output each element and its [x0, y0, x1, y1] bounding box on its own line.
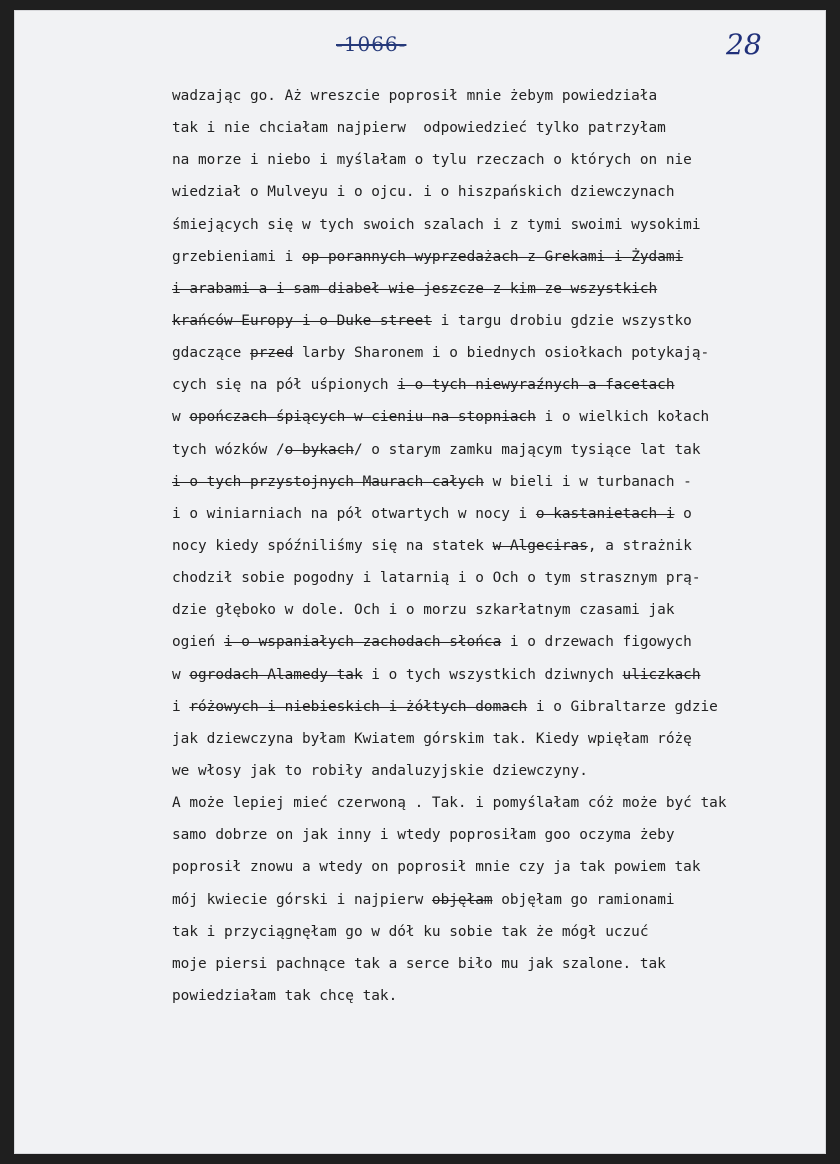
- text-segment: tych wózków /: [172, 441, 285, 458]
- text-line: [172, 819, 822, 851]
- text-segment: objęłam go ramionami: [492, 891, 675, 908]
- text-line: [172, 594, 822, 626]
- text-line: [172, 626, 822, 658]
- text-line: [172, 337, 822, 369]
- text-line: [172, 80, 822, 112]
- text-segment: i o winiarniach na pół otwartych w nocy i: [172, 505, 536, 522]
- text-line: [172, 401, 822, 433]
- top-page-mark: [336, 32, 406, 56]
- text-segment: chodził sobie pogodny i latarnią i o Och o tym strasznym prą-: [172, 570, 701, 587]
- text-segment: larby Sharonem i o biednych osiołkach potykają-: [293, 345, 710, 362]
- typewritten-page: [14, 10, 826, 1154]
- struck-through-text: opończach śpiących w cieniu na stopniach: [189, 409, 536, 426]
- text-line: [172, 562, 822, 594]
- text-segment: poprosił znowu a wtedy on poprosił mnie czy ja tak powiem tak: [172, 859, 701, 876]
- text-segment: w: [172, 666, 190, 683]
- text-line: [172, 498, 822, 530]
- text-line: [172, 209, 822, 241]
- text-segment: tak i nie chciałam najpierw odpowiedzieć tylko patrzyłam: [172, 120, 666, 137]
- text-segment: wadzając go. Aż wreszcie poprosił mnie żebym powiedziała: [172, 88, 658, 104]
- text-segment: dzie głęboko w dole. Och i o morzu szkarłatnym czasami jak: [172, 602, 675, 619]
- text-line: [172, 434, 822, 466]
- text-segment: mój kwiecie górski i najpierw: [172, 891, 432, 908]
- text-segment: i o tych wszystkich dziwnych: [362, 666, 623, 683]
- text-line: [172, 787, 822, 819]
- struck-through-text: objęłam: [431, 891, 493, 908]
- text-line: [172, 723, 822, 755]
- text-segment: śmiejących się w tych swoich szalach i z tymi swoimi wysokimi: [172, 216, 701, 233]
- text-segment: i o wielkich kołach: [535, 409, 710, 426]
- text-segment: powiedziałam tak chcę tak.: [172, 987, 398, 1004]
- text-segment: / o starym zamku mającym tysiące lat tak: [353, 441, 701, 458]
- text-segment: w: [172, 409, 190, 426]
- text-line: [172, 884, 822, 916]
- text-segment: ogień: [172, 634, 224, 651]
- struck-through-text: w Algeciras: [492, 537, 588, 554]
- text-line: [172, 691, 822, 723]
- struck-through-text: i o tych przystojnych Maurach całych: [172, 473, 484, 490]
- text-line: [172, 369, 822, 401]
- typescript-body: [172, 80, 822, 1012]
- text-segment: gdaczące: [172, 345, 250, 362]
- top-mark-text: -1066-: [336, 32, 407, 56]
- text-segment: jak dziewczyna byłam Kwiatem górskim tak. Kiedy wpięłam różę: [172, 730, 692, 747]
- text-line: [172, 112, 822, 144]
- struck-through-text: krańców Europy i o Duke street: [172, 312, 432, 329]
- text-line: [172, 851, 822, 883]
- text-line: [172, 948, 822, 980]
- struck-through-text: ogrodach Alamedy tak: [189, 666, 363, 683]
- text-segment: nocy kiedy spóźniliśmy się na statek: [172, 537, 493, 554]
- text-line: [172, 241, 822, 273]
- struck-through-text: op porannych wyprzedażach z Grekami i Żydami: [301, 248, 684, 265]
- text-line: [172, 466, 822, 498]
- struck-through-text: i o tych niewyraźnych a facetach: [397, 377, 675, 394]
- text-line: [172, 305, 822, 337]
- text-line: [172, 659, 822, 691]
- text-segment: moje piersi pachnące tak a serce biło mu jak szalone. tak: [172, 955, 666, 972]
- text-segment: tak i przyciągnęłam go w dół ku sobie tak że mógł uczuć: [172, 923, 649, 940]
- struck-through-text: i arabami a i sam diabeł wie jeszcze z kim ze wszystkich: [172, 280, 658, 297]
- struck-through-text: i o wspaniałych zachodach słońca: [223, 634, 502, 651]
- text-segment: A może lepiej mieć czerwoną . Tak. i pomyślałam cóż może być tak: [172, 795, 727, 812]
- text-line: [172, 980, 822, 1012]
- struck-through-text: o bykach: [284, 441, 354, 458]
- handwritten-page-number: 28: [726, 28, 762, 61]
- text-line: [172, 176, 822, 208]
- text-segment: na morze i niebo i myślałam o tylu rzeczach o których on nie: [172, 152, 692, 169]
- text-line: [172, 273, 822, 305]
- text-segment: samo dobrze on jak inny i wtedy poprosiłam goo oczyma żeby: [172, 827, 675, 844]
- text-segment: grzebieniami i: [172, 248, 302, 265]
- text-segment: o: [674, 505, 692, 522]
- text-line: [172, 144, 822, 176]
- struck-through-text: przed: [249, 345, 294, 362]
- text-segment: i targu drobiu gdzie wszystko: [431, 312, 692, 329]
- text-segment: w bieli i w turbanach -: [483, 473, 692, 490]
- text-segment: wiedział o Mulveyu i o ojcu. i o hiszpańskich dziewczynach: [172, 184, 675, 201]
- text-line: [172, 530, 822, 562]
- text-segment: i: [172, 698, 190, 715]
- text-line: [172, 755, 822, 787]
- struck-through-text: różowych i niebieskich i żółtych domach: [189, 698, 528, 715]
- text-segment: i o drzewach figowych: [501, 634, 692, 651]
- struck-through-text: o kastanietach i: [535, 505, 675, 522]
- text-segment: cych się na pół uśpionych: [172, 377, 398, 394]
- text-segment: i o Gibraltarze gdzie: [527, 698, 718, 715]
- struck-through-text: uliczkach: [622, 666, 701, 683]
- text-segment: , a strażnik: [587, 537, 692, 554]
- text-segment: we włosy jak to robiły andaluzyjskie dziewczyny.: [172, 762, 588, 779]
- text-line: [172, 916, 822, 948]
